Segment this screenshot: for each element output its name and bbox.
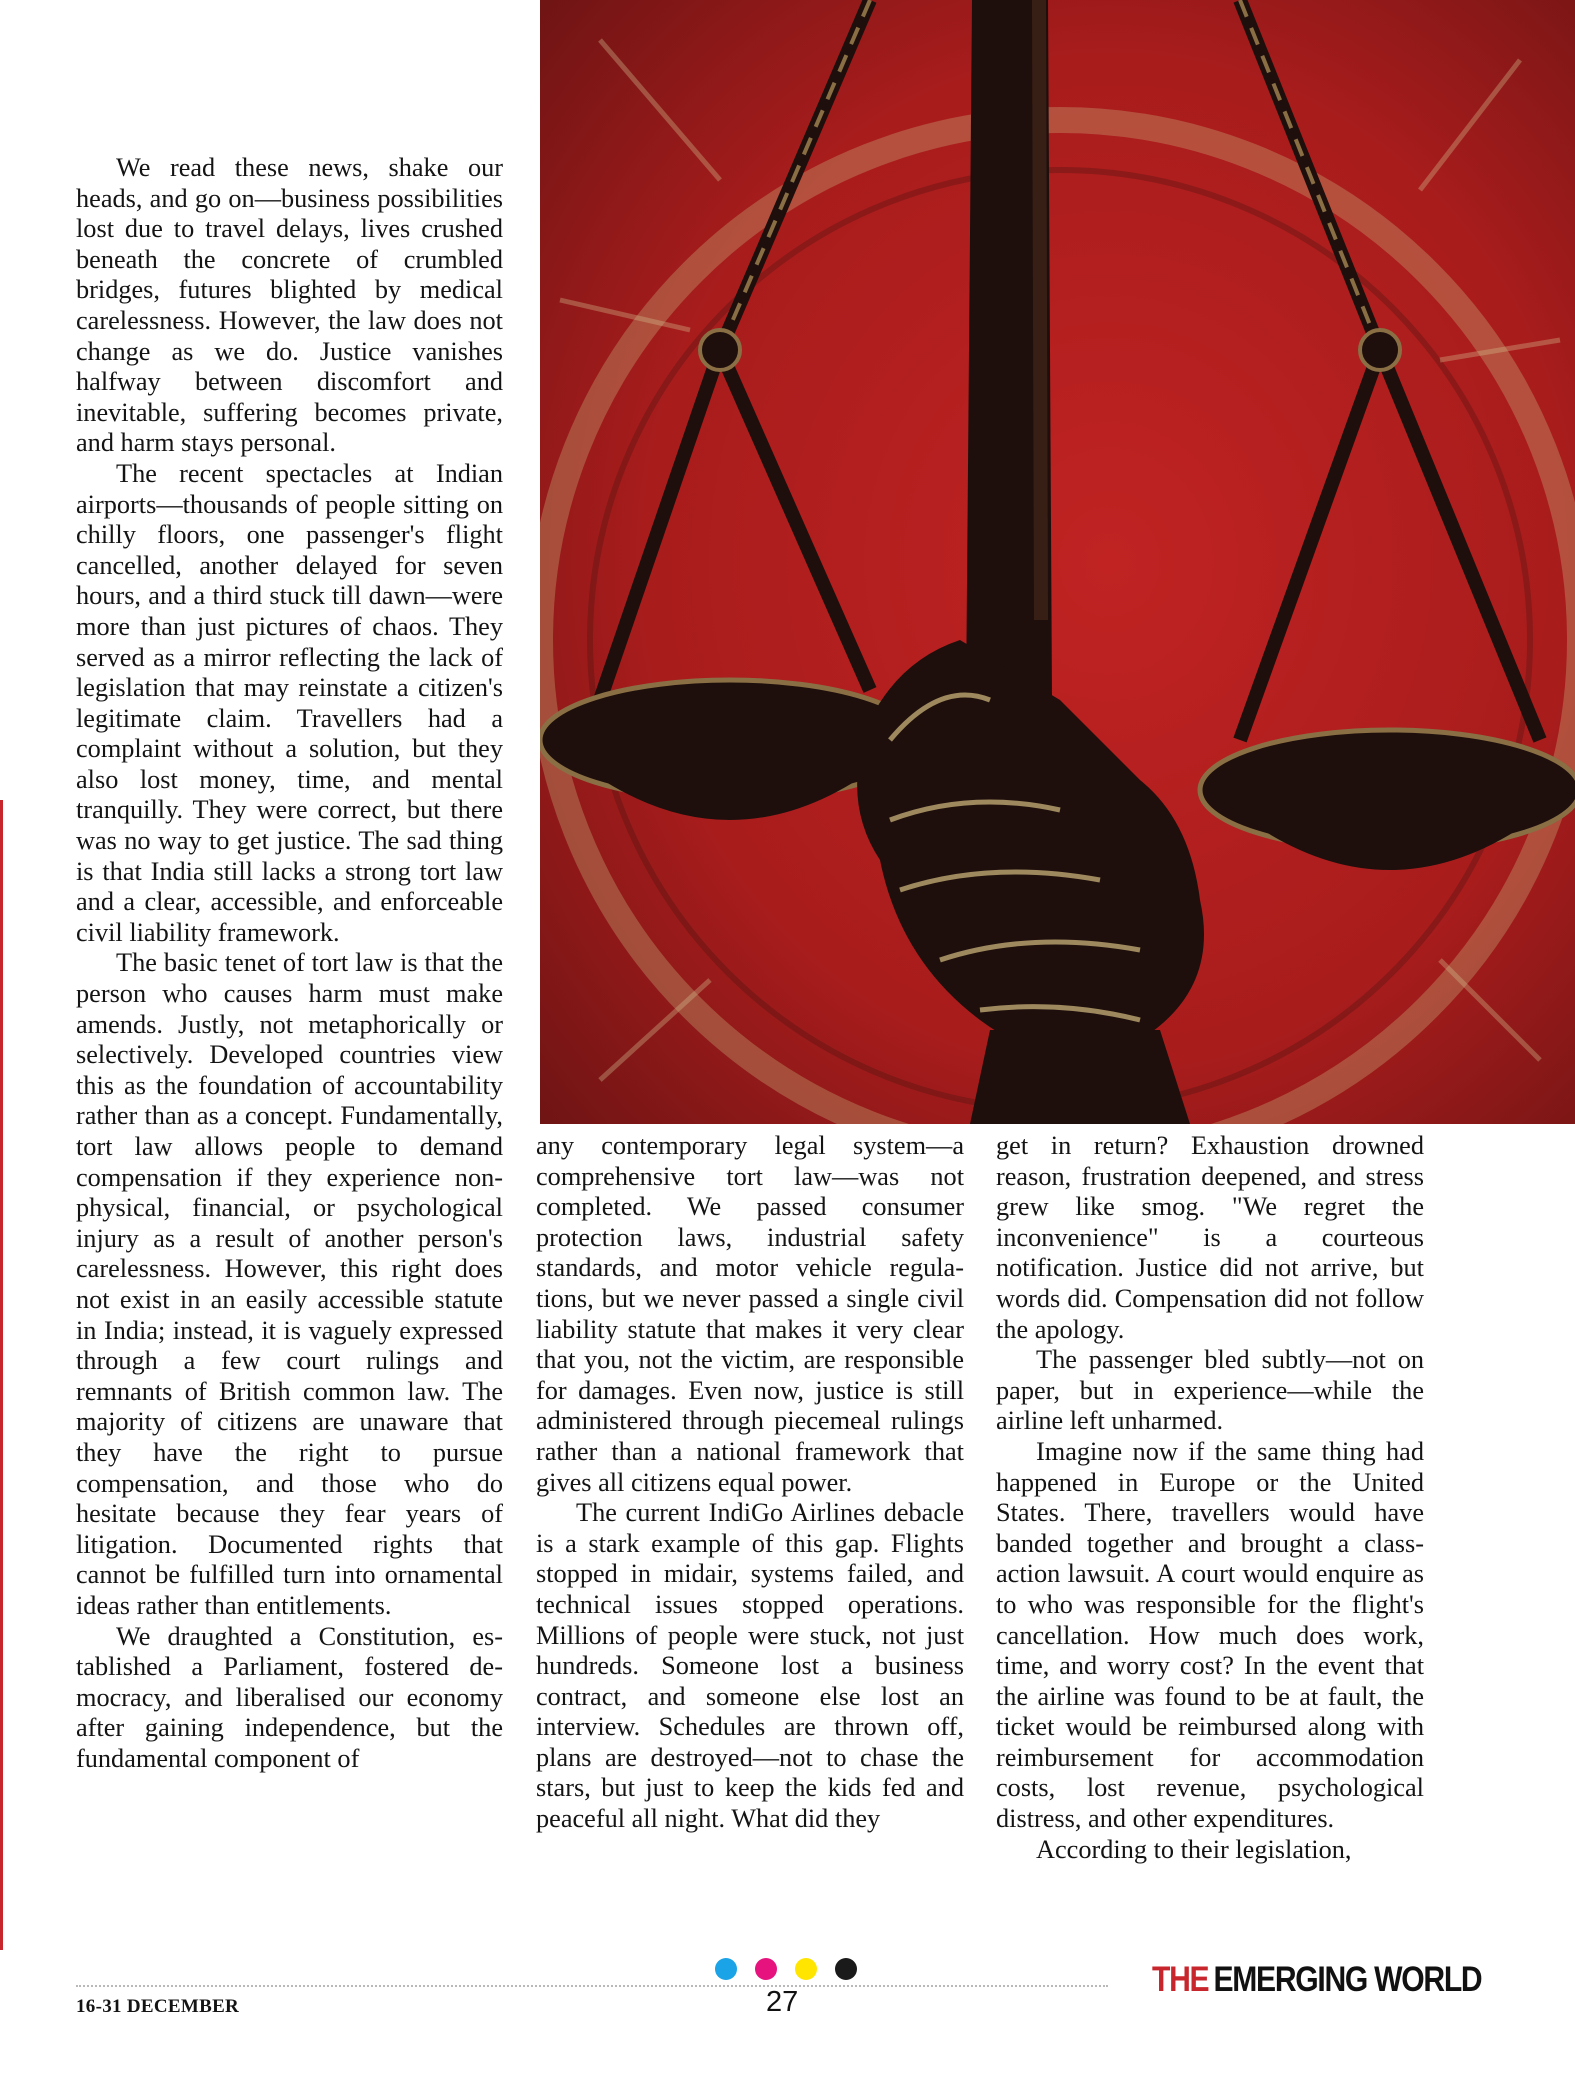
article-paragraph: The current IndiGo Airlines debacle is a stark example of this gap. Flights stopped in midair, systems failed, and technical issues stopped operations. Millions of people were stuck, not just hundreds. Someone lost a business contract, and someone else lost an interview. Schedules are thrown off, plans are destroyed—not to chase the stars, but just to keep the kids fed and peaceful all night. What did they — [536, 1498, 964, 1834]
scales-of-justice-icon — [540, 0, 1575, 1124]
page-number: 27 — [766, 1986, 799, 2018]
article-paragraph: According to their legislation, — [1036, 1834, 1352, 1864]
issue-date: 16-31 DECEMBER — [76, 1996, 240, 2017]
article-paragraph: The passenger bled subtly—not on paper, but in experience—while the airline left unharmed. — [996, 1345, 1424, 1436]
scales-of-justice-illustration — [540, 0, 1575, 1124]
registration-dot-yellow — [795, 1958, 817, 1980]
article-column-1 — [76, 153, 503, 1774]
footer-divider — [76, 1985, 1108, 1987]
page-edge-bar — [0, 800, 3, 1950]
article-paragraph: Imagine now if the same thing had happened in Europe or the United States. There, travellers would have banded together and brought a class-action lawsuit. A court would enquire as to who was responsible for the flight's cancellation. How much does work, time, and worry cost? In the event that the airline was found to be at fault, the ticket would be reimbursed along with reimbursement for accommodation costs, lost revenue, psychological distress, and other expenditures. — [996, 1436, 1424, 1834]
brand-name: EMERGING WORLD — [1213, 1960, 1482, 1999]
article-paragraph: The recent spectacles at Indian airports—thousands of people sitting on chilly floors, one passenger's flight cancelled, another delayed for seven hours, and a third stuck till dawn—were more than just pictures of chaos. They served as a mirror reflecting the lack of legislation that may reinstate a citizen's legitimate claim. Travellers had a complaint without a solution, but they also lost money, time, and mental tranquilly. They were correct, but there was no way to get justice. The sad thing is that India still lacks a strong tort law and a clear, accessible, and enforceable civil liability framework. — [76, 458, 503, 947]
article-paragraph: We draughted a Constitution, established a Parliament, fostered democracy, and liberalised our economy after gaining independence, but the fundamental component of — [76, 1621, 503, 1773]
registration-dot-cyan — [715, 1958, 737, 1980]
article-paragraph: The basic tenet of tort law is that the person who causes harm must make amends. Justly, not metaphorically or selectively. Developed countries view this as the foundation of accountability rather than as a concept. Fundamentally, tort law allows people to demand compensation if they experience non-physical, financial, or psychological injury as a result of another person's carelessness. However, this right does not exist in an easily accessible statute in India; instead, it is vaguely expressed through a few court rulings and remnants of British common law. The majority of citizens are unaware that they have the right to pursue compensation, and those who do hesitate because they fear years of litigation. Documented rights that cannot be fulfilled turn into ornamental ideas rather than entitlements. — [76, 948, 503, 1620]
registration-dot-black — [835, 1958, 857, 1980]
article-column-3 — [996, 1131, 1424, 1865]
article-paragraph: any contemporary legal system—a comprehensive tort law—was not completed. We passed consumer protection laws, industrial safety standards, and motor vehicle regulations, but we never passed a single civil liability statute that makes it very clear that you, not the victim, are responsible for damages. Even now, justice is still administered through piecemeal rulings rather than a national framework that gives all citizens equal power. — [536, 1131, 964, 1497]
magazine-brand — [1152, 1960, 1481, 2000]
article-paragraph: get in return? Exhaustion drowned reason, frustration deepened, and stress grew like smog. "We regret the inconvenience" is a courteous notification. Justice did not arrive, but words did. Compensation did not follow the apology. — [996, 1131, 1424, 1344]
registration-dot-magenta — [755, 1958, 777, 1980]
brand-prefix: THE — [1152, 1960, 1209, 1999]
article-column-2 — [536, 1131, 964, 1835]
article-paragraph: We read these news, shake our heads, and go on—business possibilities lost due to travel delays, lives crushed beneath the concrete of crumbled bridges, futures blighted by medical carelessness. However, the law does not change as we do. Justice vanishes halfway between discomfort and inevitable, suffering becomes private, and harm stays personal. — [76, 153, 503, 458]
